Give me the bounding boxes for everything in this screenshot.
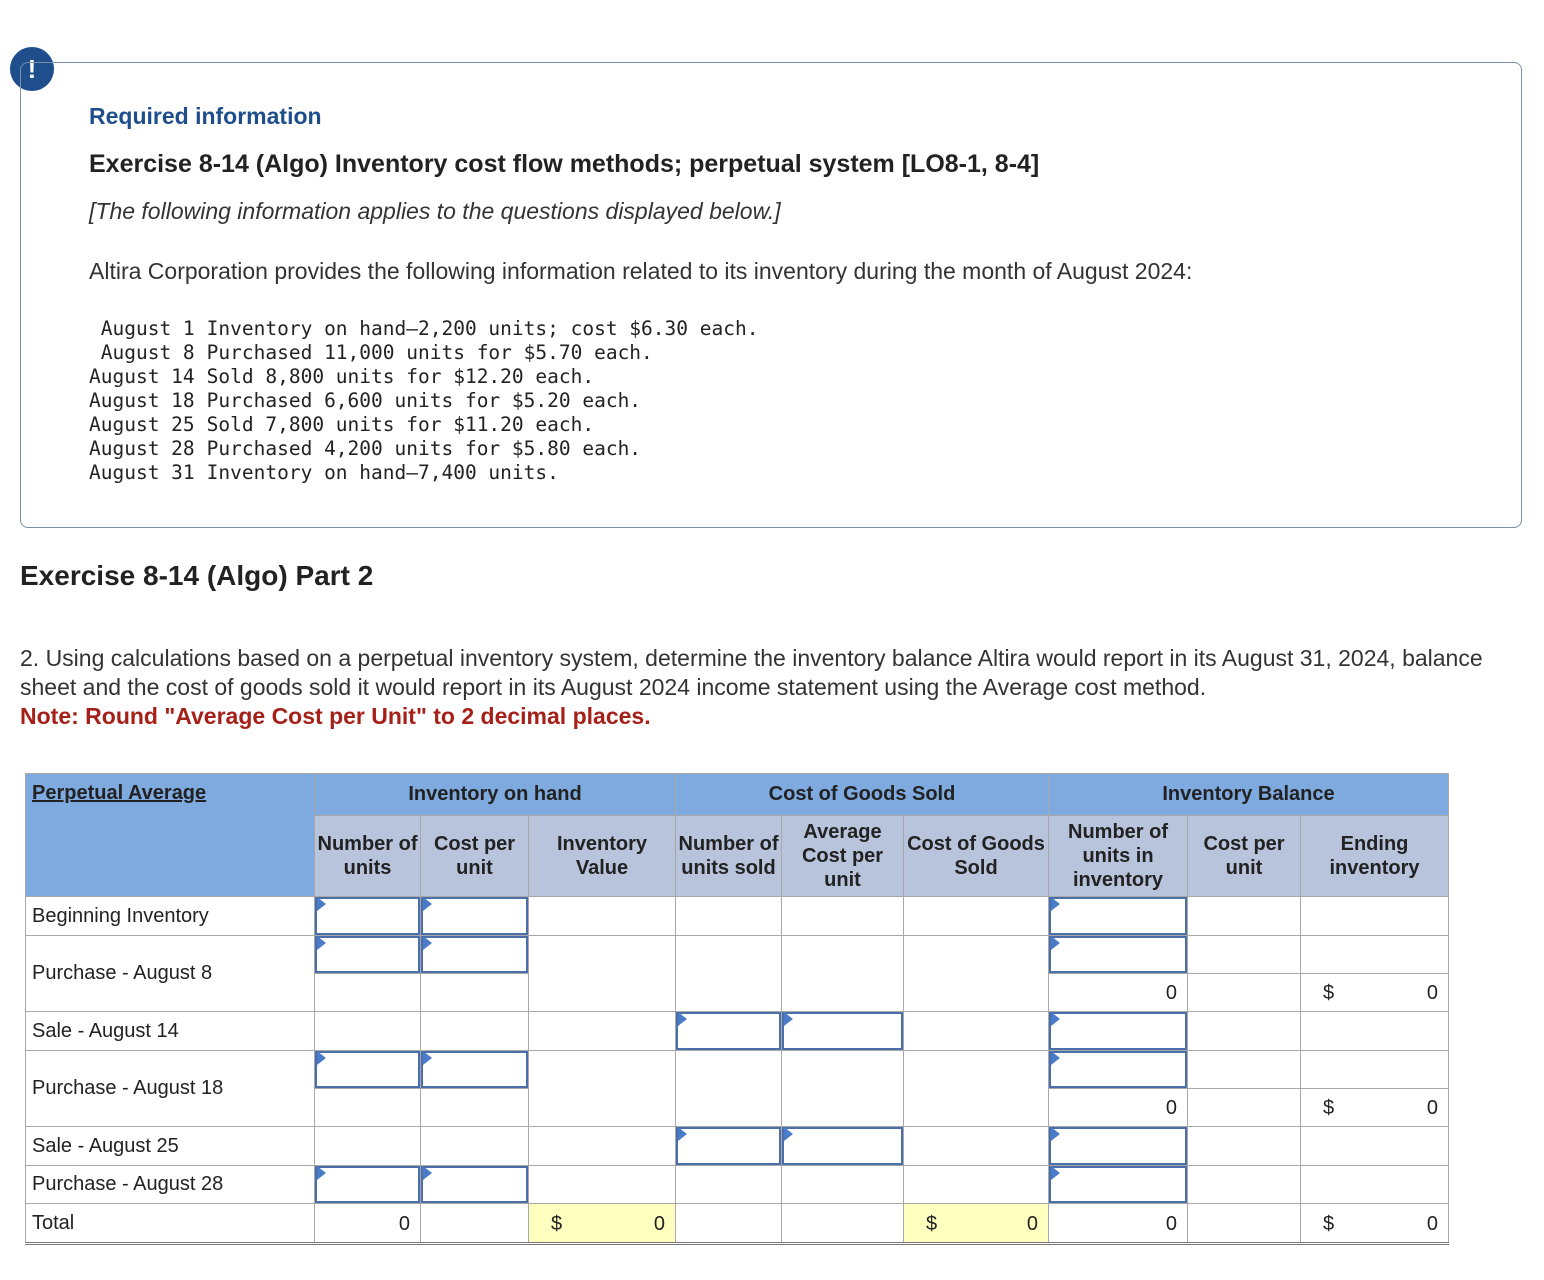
required-information-panel: [20, 62, 1522, 528]
col-header-bal-cost: Cost per unit: [1188, 816, 1301, 897]
row-label: Purchase - August 8: [26, 936, 315, 1012]
empty-cell: [1188, 897, 1301, 936]
aug25-units-sold-input[interactable]: [676, 1127, 781, 1165]
aug28-cost-input[interactable]: [421, 1166, 528, 1203]
total-bal-units: 0: [1165, 1213, 1177, 1235]
empty-cell: [782, 1204, 904, 1244]
empty-cell: [1188, 1204, 1301, 1244]
input-cell: [1049, 897, 1188, 936]
input-cell: [315, 1051, 421, 1089]
empty-cell: [315, 1089, 421, 1127]
event-row: [89, 317, 758, 341]
input-cell: [315, 897, 421, 936]
input-cell: [315, 1166, 421, 1204]
total-inventory-value: 0: [653, 1213, 665, 1235]
row-label: Purchase - August 28: [26, 1166, 315, 1204]
required-information-title: Required information: [89, 103, 322, 129]
col-header-ioh-value: Inventory Value: [529, 816, 676, 897]
empty-cell: [676, 1166, 782, 1204]
perpetual-average-worksheet: [25, 773, 1449, 1245]
input-cell: [421, 936, 529, 974]
input-cell: [676, 1012, 782, 1051]
event-text: Purchased 11,000 units for $5.70 each.: [206, 341, 653, 364]
row-label: Sale - August 25: [26, 1127, 315, 1166]
aug18-bal-units-cell: [1049, 1089, 1188, 1127]
event-row: [89, 461, 758, 485]
row-purchase-aug8: [26, 936, 1449, 974]
currency-symbol: $: [551, 1213, 563, 1235]
empty-cell: [529, 1166, 676, 1204]
row-purchase-aug18: [26, 1051, 1449, 1089]
event-text: Sold 8,800 units for $12.20 each.: [206, 365, 595, 388]
empty-cell: [1188, 1166, 1301, 1204]
total-cogs-value: 0: [1026, 1213, 1038, 1235]
input-cell: [315, 936, 421, 974]
alert-exclamation-icon: !: [10, 47, 54, 91]
aug18-bal-units-value: 0: [1165, 1097, 1177, 1119]
empty-cell: [904, 1012, 1049, 1051]
event-row: [89, 365, 758, 389]
empty-cell: [315, 1127, 421, 1166]
event-text: Sold 7,800 units for $11.20 each.: [206, 413, 595, 436]
aug14-units-sold-input[interactable]: [676, 1012, 781, 1050]
aug8-units-input[interactable]: [315, 936, 420, 973]
empty-cell: [782, 1051, 904, 1127]
empty-cell: [1188, 974, 1301, 1012]
event-text: Purchased 6,600 units for $5.20 each.: [206, 389, 642, 412]
event-date: August 14: [89, 365, 195, 388]
row-total: [26, 1204, 1449, 1244]
col-header-ioh-units: Number of units: [315, 816, 421, 897]
empty-cell: [421, 1012, 529, 1051]
empty-cell: [782, 936, 904, 1012]
input-cell: [421, 897, 529, 936]
event-date: August 28: [89, 437, 195, 460]
aug18-ending-value: 0: [1426, 1097, 1438, 1119]
exercise-title: Exercise 8-14 (Algo) Inventory cost flow methods; perpetual system [LO8-1, 8-4]: [89, 150, 1040, 178]
row-sale-aug25: [26, 1127, 1449, 1166]
total-bal-units-cell: [1049, 1204, 1188, 1244]
empty-cell: [421, 1127, 529, 1166]
aug18-cost-input[interactable]: [421, 1051, 528, 1088]
empty-cell: [421, 1089, 529, 1127]
currency-symbol: $: [1323, 1097, 1335, 1119]
event-date: August 1: [100, 317, 195, 340]
empty-cell: [676, 1051, 782, 1127]
event-date: August 31: [89, 461, 195, 484]
input-cell: [1049, 1127, 1188, 1166]
event-row: [89, 389, 758, 413]
total-ending-cell: [1301, 1204, 1449, 1244]
aug25-bal-units-input[interactable]: [1049, 1127, 1187, 1165]
total-inventory-value-cell: [529, 1204, 676, 1244]
aug18-units-input[interactable]: [315, 1051, 420, 1088]
empty-cell: [421, 974, 529, 1012]
row-beginning-inventory: [26, 897, 1449, 936]
beginning-cost-input[interactable]: [421, 897, 528, 935]
empty-cell: [1301, 897, 1449, 936]
aug8-bal-units-input[interactable]: [1049, 936, 1187, 973]
empty-cell: [1188, 1012, 1301, 1051]
total-ending-inventory: 0: [1426, 1213, 1438, 1235]
aug8-cost-input[interactable]: [421, 936, 528, 973]
perpetual-average-label: Perpetual Average: [32, 782, 207, 804]
aug25-avg-cost-input[interactable]: [782, 1127, 903, 1165]
input-cell: [421, 1051, 529, 1089]
event-text: Purchased 4,200 units for $5.80 each.: [206, 437, 642, 460]
aug18-ending-cell: [1301, 1089, 1449, 1127]
col-header-bal-units: Number of units in inventory: [1049, 816, 1188, 897]
part-title: Exercise 8-14 (Algo) Part 2: [20, 560, 374, 591]
question-text: 2. Using calculations based on a perpetual inventory system, determine the inventory balance Altira would report in its August 31, 2024, balance sheet and the cost of goods sold it would report in its August 2024 income statement using the Average cost method.: [20, 645, 1483, 700]
col-header-cogs-avg-cost: Average Cost per unit: [782, 816, 904, 897]
empty-cell: [904, 1127, 1049, 1166]
empty-cell: [676, 1204, 782, 1244]
event-row: [89, 437, 758, 461]
intro-text: Altira Corporation provides the following information related to its inventory during the month of August 2024:: [89, 258, 1193, 284]
aug8-bal-units-value: 0: [1165, 982, 1177, 1004]
total-ioh-units: 0: [398, 1213, 410, 1235]
aug18-bal-units-input[interactable]: [1049, 1051, 1187, 1088]
event-text: Inventory on hand—7,400 units.: [206, 461, 559, 484]
empty-cell: [1301, 1051, 1449, 1089]
input-cell: [1049, 936, 1188, 974]
col-header-cogs-units: Number of units sold: [676, 816, 782, 897]
empty-cell: [904, 936, 1049, 1012]
beginning-units-input[interactable]: [315, 897, 420, 935]
aug8-bal-units-cell: [1049, 974, 1188, 1012]
empty-cell: [315, 974, 421, 1012]
input-cell: [782, 1012, 904, 1051]
event-row: [89, 413, 758, 437]
empty-cell: [904, 1166, 1049, 1204]
empty-cell: [904, 897, 1049, 936]
aug28-bal-units-input[interactable]: [1049, 1166, 1187, 1203]
rounding-note: Note: Round "Average Cost per Unit" to 2 decimal places.: [20, 703, 651, 729]
currency-symbol: $: [926, 1213, 938, 1235]
empty-cell: [1301, 936, 1449, 974]
input-cell: [1049, 1051, 1188, 1089]
beginning-bal-units-input[interactable]: [1049, 897, 1187, 935]
input-cell: [1049, 1166, 1188, 1204]
aug14-avg-cost-input[interactable]: [782, 1012, 903, 1050]
event-row: [89, 341, 758, 365]
row-label: Beginning Inventory: [26, 897, 315, 936]
group-header-cost-of-goods-sold: Cost of Goods Sold: [676, 774, 1049, 816]
total-ioh-units-cell: [315, 1204, 421, 1244]
empty-cell: [904, 1051, 1049, 1127]
empty-cell: [782, 1166, 904, 1204]
event-date: August 8: [100, 341, 195, 364]
aug28-units-input[interactable]: [315, 1166, 420, 1203]
empty-cell: [529, 936, 676, 1012]
input-cell: [421, 1166, 529, 1204]
empty-cell: [315, 1012, 421, 1051]
row-label: Sale - August 14: [26, 1012, 315, 1051]
empty-cell: [529, 1051, 676, 1127]
col-header-cogs-total: Cost of Goods Sold: [904, 816, 1049, 897]
empty-cell: [1301, 1127, 1449, 1166]
row-sale-aug14: [26, 1012, 1449, 1051]
empty-cell: [529, 897, 676, 936]
aug8-ending-cell: [1301, 974, 1449, 1012]
event-date: August 18: [89, 389, 195, 412]
currency-symbol: $: [1323, 1213, 1335, 1235]
empty-cell: [1301, 1166, 1449, 1204]
group-header-inventory-on-hand: Inventory on hand: [315, 774, 676, 816]
empty-cell: [1188, 1051, 1301, 1089]
input-cell: [782, 1127, 904, 1166]
empty-cell: [421, 1204, 529, 1244]
inventory-events: [89, 317, 758, 485]
total-cogs-cell: [904, 1204, 1049, 1244]
event-text: Inventory on hand—2,200 units; cost $6.30 each.: [206, 317, 759, 340]
empty-cell: [1188, 936, 1301, 974]
row-purchase-aug28: [26, 1166, 1449, 1204]
empty-cell: [529, 1127, 676, 1166]
empty-cell: [1188, 1089, 1301, 1127]
col-header-ioh-cost: Cost per unit: [421, 816, 529, 897]
worksheet-corner: [26, 774, 315, 897]
row-label: Purchase - August 18: [26, 1051, 315, 1127]
event-date: August 25: [89, 413, 195, 436]
empty-cell: [676, 936, 782, 1012]
empty-cell: [529, 1012, 676, 1051]
input-cell: [676, 1127, 782, 1166]
col-header-bal-ending: Ending inventory: [1301, 816, 1449, 897]
input-cell: [1049, 1012, 1188, 1051]
empty-cell: [1301, 1012, 1449, 1051]
empty-cell: [676, 897, 782, 936]
aug14-bal-units-input[interactable]: [1049, 1012, 1187, 1050]
row-label: Total: [26, 1204, 315, 1244]
currency-symbol: $: [1323, 982, 1335, 1004]
exercise-subtitle: [The following information applies to the questions displayed below.]: [89, 198, 781, 224]
question-block: [20, 644, 1520, 731]
empty-cell: [782, 897, 904, 936]
group-header-inventory-balance: Inventory Balance: [1049, 774, 1449, 816]
empty-cell: [1188, 1127, 1301, 1166]
aug8-ending-value: 0: [1426, 982, 1438, 1004]
